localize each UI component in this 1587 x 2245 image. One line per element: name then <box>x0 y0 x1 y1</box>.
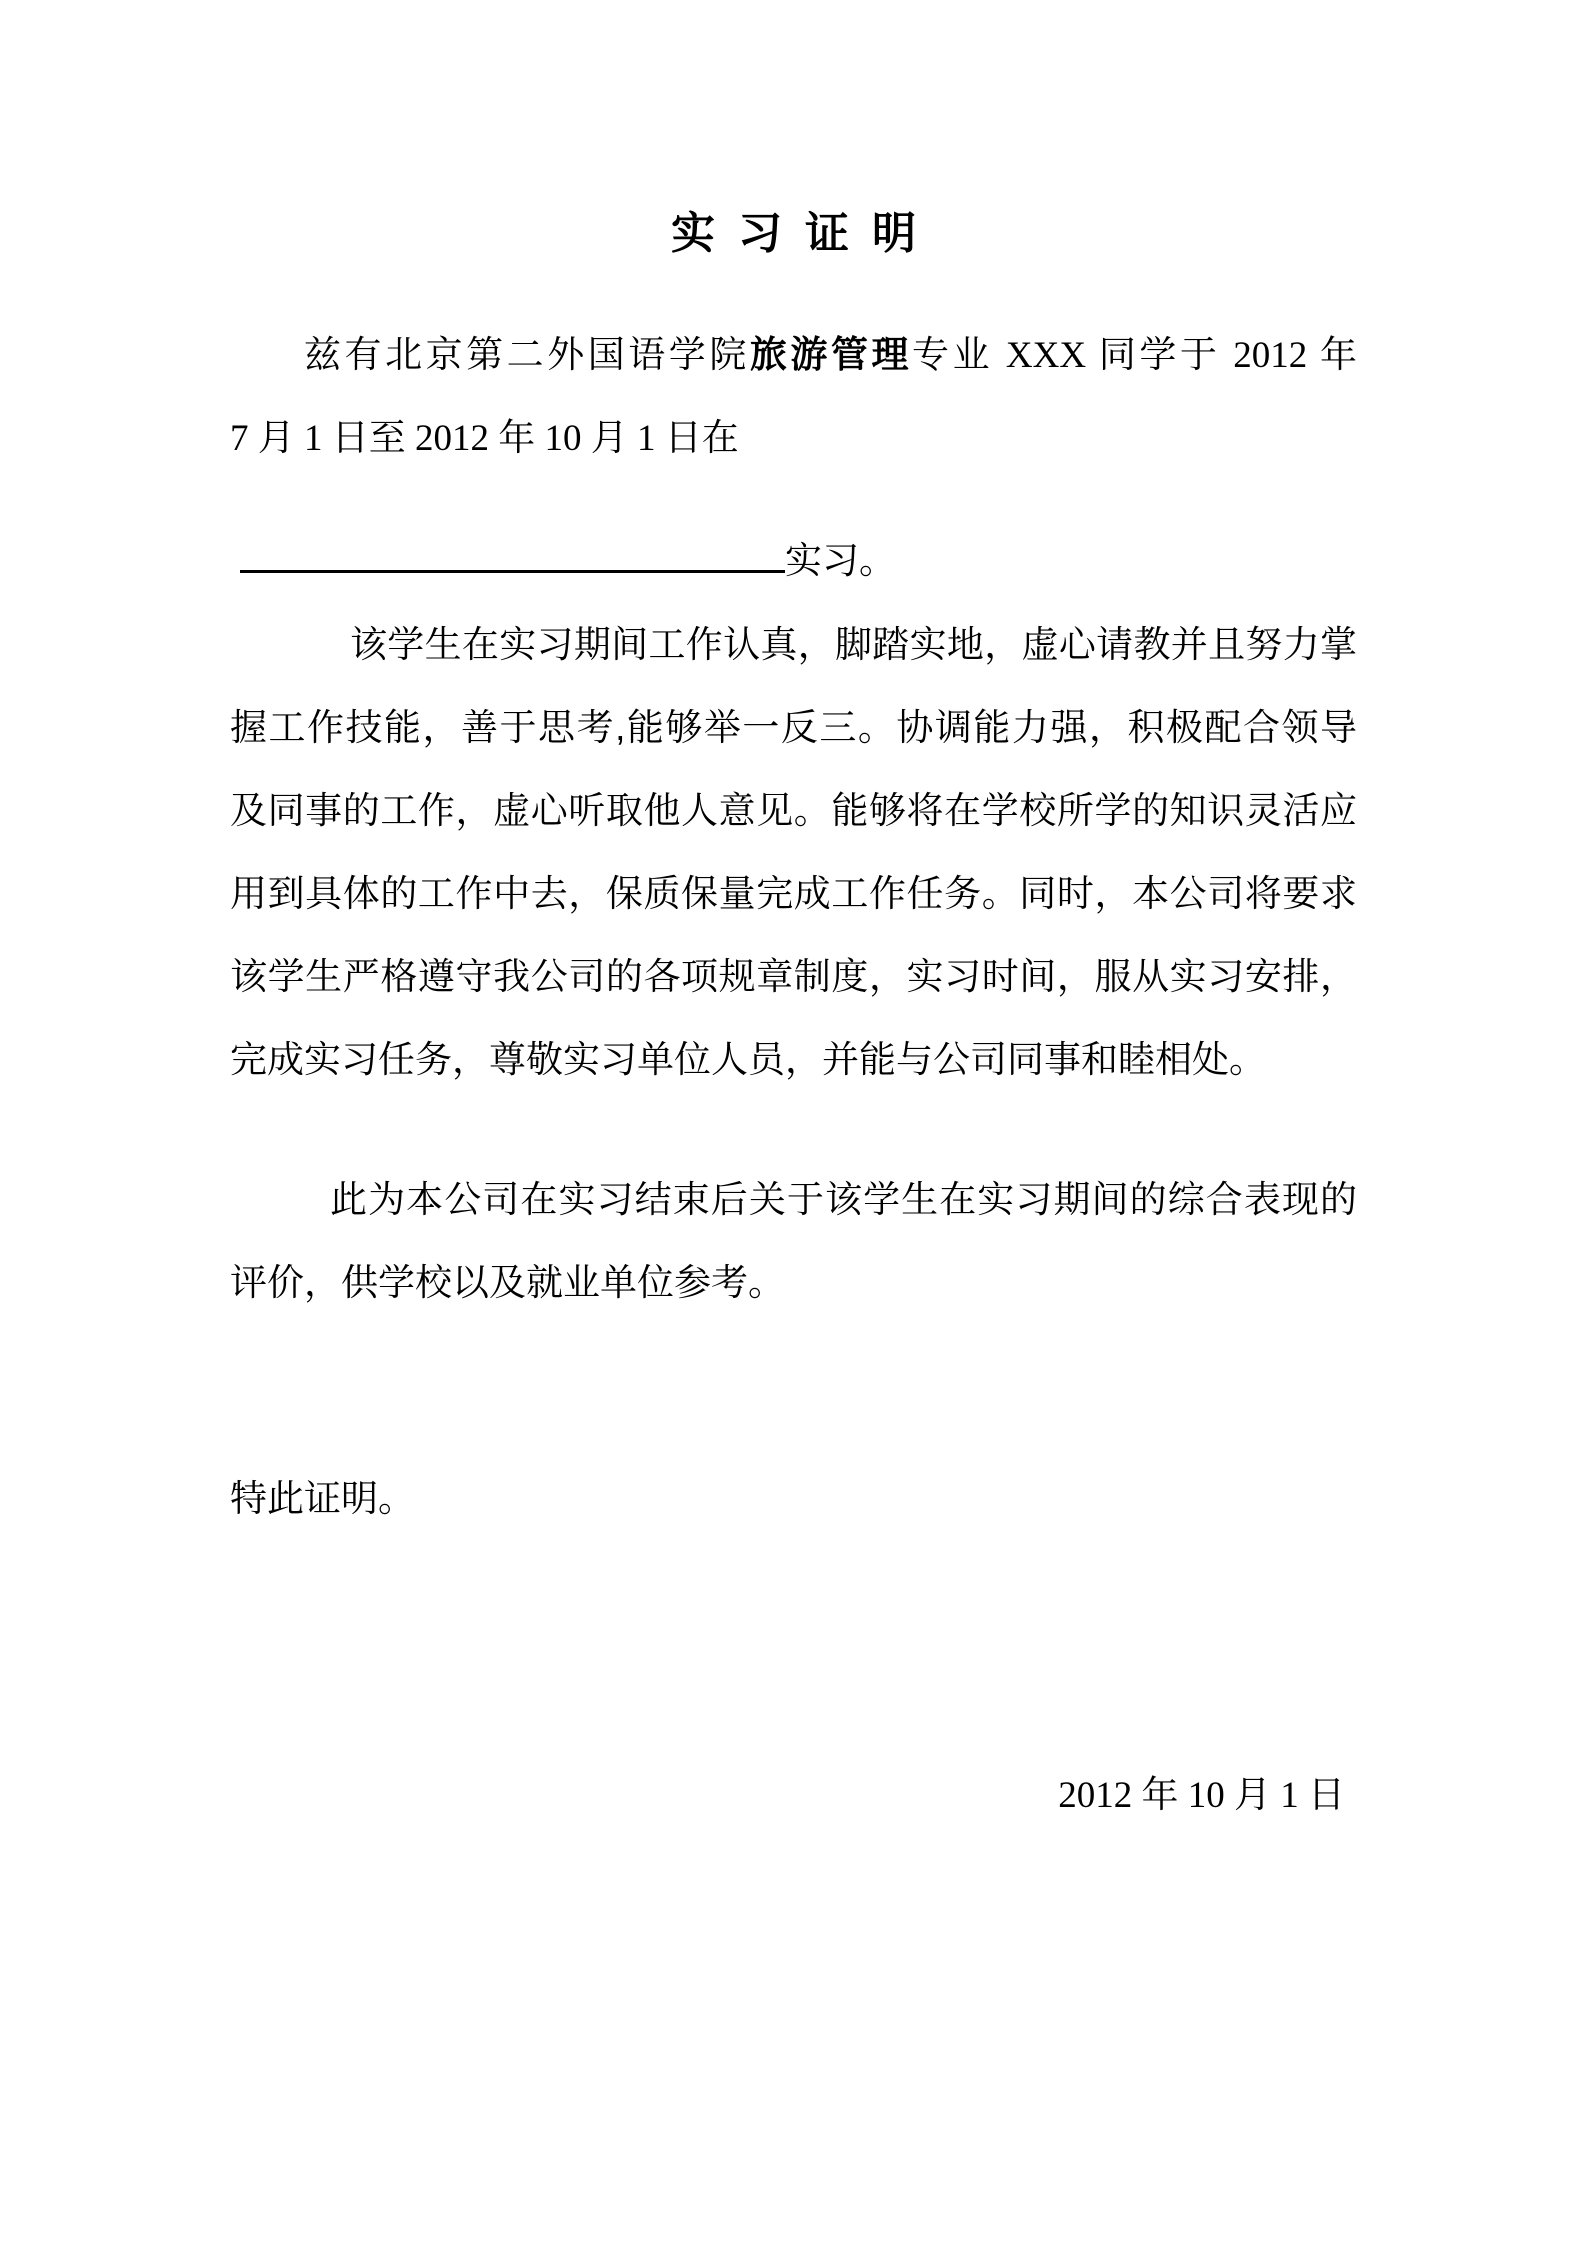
closing-statement: 特此证明。 <box>230 1479 415 1520</box>
company-blank-line-row <box>230 520 1357 603</box>
evaluation-line: 该学生在实习期间工作认真，脚踏实地，虚心请教并且努力掌 <box>350 624 1357 665</box>
intro-line-1-suffix: 专业 XXX 同学于 2012 年 <box>912 335 1358 376</box>
evaluation-line: 及同事的工作，虚心听取他人意见。能够将在学校所学的知识灵活应 <box>230 790 1357 831</box>
purpose-line: 此为本公司在实习结束后关于该学生在实习期间的综合表现的 <box>330 1179 1357 1220</box>
document-date: 2012 年 10 月 1 日 <box>1058 1775 1345 1816</box>
paragraph-purpose <box>230 1158 1357 1324</box>
intro-line-1 <box>230 314 1357 397</box>
evaluation-line: 用到具体的工作中去，保质保量完成工作任务。同时，本公司将要求 <box>230 873 1357 914</box>
purpose-line: 评价，供学校以及就业单位参考。 <box>230 1262 785 1303</box>
paragraph-evaluation <box>230 603 1357 1101</box>
major-name-bold: 旅游管理 <box>749 335 913 376</box>
evaluation-line: 握工作技能，善于思考,能够举一反三。协调能力强，积极配合领导 <box>230 707 1357 748</box>
intro-line-1-prefix: 兹有北京第二外国语学院 <box>304 335 750 376</box>
blank-line-suffix: 实习。 <box>785 541 896 582</box>
evaluation-line: 该学生严格遵守我公司的各项规章制度，实习时间，服从实习安排， <box>230 956 1357 997</box>
evaluation-line: 完成实习任务，尊敬实习单位人员，并能与公司同事和睦相处。 <box>230 1039 1266 1080</box>
fill-in-blank-underline <box>240 525 785 573</box>
intro-line-2: 7 月 1 日至 2012 年 10 月 1 日在 <box>230 418 739 459</box>
document-title: 实 习 证 明 <box>671 209 916 258</box>
paragraph-intro <box>230 314 1357 480</box>
